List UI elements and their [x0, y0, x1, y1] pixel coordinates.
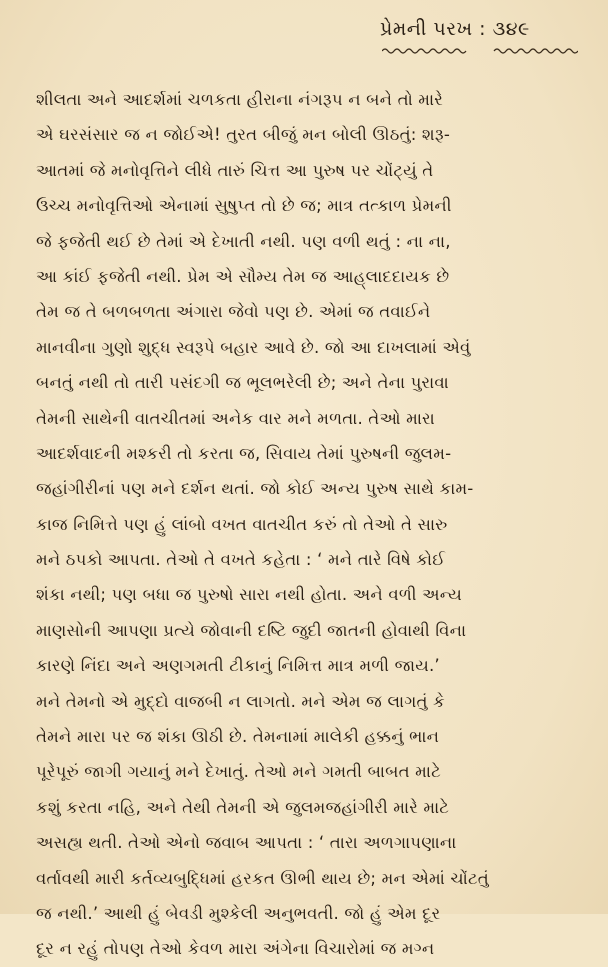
text-line: માનવીના ગુણો શુદ્ધ સ્વરૂપે બહાર આવે છે. જો આ દાખલામાં એવું	[36, 337, 471, 357]
text-line: અસહ્ય થતી. તેઓ એનો જવાબ આપતા : ‘ તારા અળગાપણાના	[36, 833, 457, 853]
text-line: આદર્શવાદની મશ્કરી તો કરતા જ, સિવાય તેમાં પુરુષની જુલમ-	[36, 443, 452, 463]
text-line: કારણે નિંદા અને અણગમતી ટીકાનું નિમિત્ત માત્ર મળી જાય.’	[36, 656, 440, 676]
running-head-title: પ્રેમની પરખ : ૩૪૯	[380, 18, 530, 40]
text-line: તેમને મારા પર જ શંકા ઊઠી છે. તેમનામાં માલેકી હક્કનું ભાન	[36, 727, 440, 747]
body-paragraph	[36, 82, 574, 967]
text-line: જહાંગીરીનાં પણ મને દર્શન થતાં. જો કોઈ અન્ય પુરુષ સાથે કામ-	[36, 479, 474, 499]
text-line: કશું કરતા નહિ, અને તેથી તેમની એ જુલમજહાંગીરી મારે માટે	[36, 797, 450, 817]
text-line: બનતું નથી તો તારી પસંદગી જ ભૂલભરેલી છે; અને તેના પુરાવા	[36, 373, 449, 393]
text-line: આતમાં જે મનોવૃત્તિને લીધે તારું ચિત્ત આ પુરુષ પર ચોંટ્યું તે	[36, 160, 434, 180]
text-line: પૂરેપૂરું જાગી ગયાનું મને દેખાતું. તેઓ મને ગમતી બાબત માટે	[36, 762, 441, 782]
text-line: શીલતા અને આદર્શમાં ચળકતા હીરાના નંગરૂપ ન બને તો મારે	[36, 90, 443, 109]
text-line: એ ઘરસંસાર જ ન જોઈએ! તુરત બીજું મન બોલી ઊઠતું: શરૂ-	[36, 125, 450, 145]
running-head	[380, 18, 580, 62]
text-line: મને તેમનો એ મુદ્દો વાજબી ન લાગતો. મને એમ જ લાગતું કે	[36, 691, 445, 711]
text-line: માણસોની આપણા પ્રત્યે જોવાની દષ્ટિ જુદી જાતની હોવાથી વિના	[36, 620, 467, 640]
text-line: વર્તાવથી મારી કર્તવ્યબુદ્ધિમાં હરકત ઊભી થાય છે; મન એમાં ચોંટતું	[36, 868, 489, 888]
text-line: દૂર ન રહું તોપણ તેઓ કેવળ મારા અંગેના વિચારોમાં જ મગ્ન	[36, 939, 435, 959]
text-line: જ નથી.’ આથી હું બેવડી મુશ્કેલી અનુભવતી. જો હું એમ દૂર	[36, 903, 441, 923]
text-line: તેમની સાથેની વાતચીતમાં અનેક વાર મને મળતા. તેઓ મારા	[36, 408, 435, 428]
text-line: આ કાંઈ ફજેતી નથી. પ્રેમ એ સૌમ્ય તેમ જ આહ્‌લાદદાયક છે	[36, 266, 450, 286]
wavy-ornament-icon	[382, 46, 578, 56]
text-line: ઉચ્ચ મનોવૃત્તિઓ એનામાં સુષુપ્ત તો છે જ; માત્ર તત્કાળ પ્રેમની	[36, 196, 452, 216]
text-line: શંકા નથી; પણ બધા જ પુરુષો સારા નથી હોતા. અને વળી અન્ય	[36, 585, 462, 605]
text-line: તેમ જ તે બળબળતા અંગારા જેવો પણ છે. એમાં જ તવાઈને	[36, 302, 431, 322]
text-line: કાજ નિમિત્તે પણ હું લાંબો વખત વાતચીત કરું તો તેઓ તે સારુ	[36, 514, 448, 534]
text-line: જે ફજેતી થઈ છે તેમાં એ દેખાતી નથી. પણ વળી થતું : ના ના,	[36, 231, 451, 251]
text-line: મને ઠપકો આપતા. તેઓ તે વખતે કહેતા : ‘ મને તારે વિષે કોઈ	[36, 550, 446, 570]
